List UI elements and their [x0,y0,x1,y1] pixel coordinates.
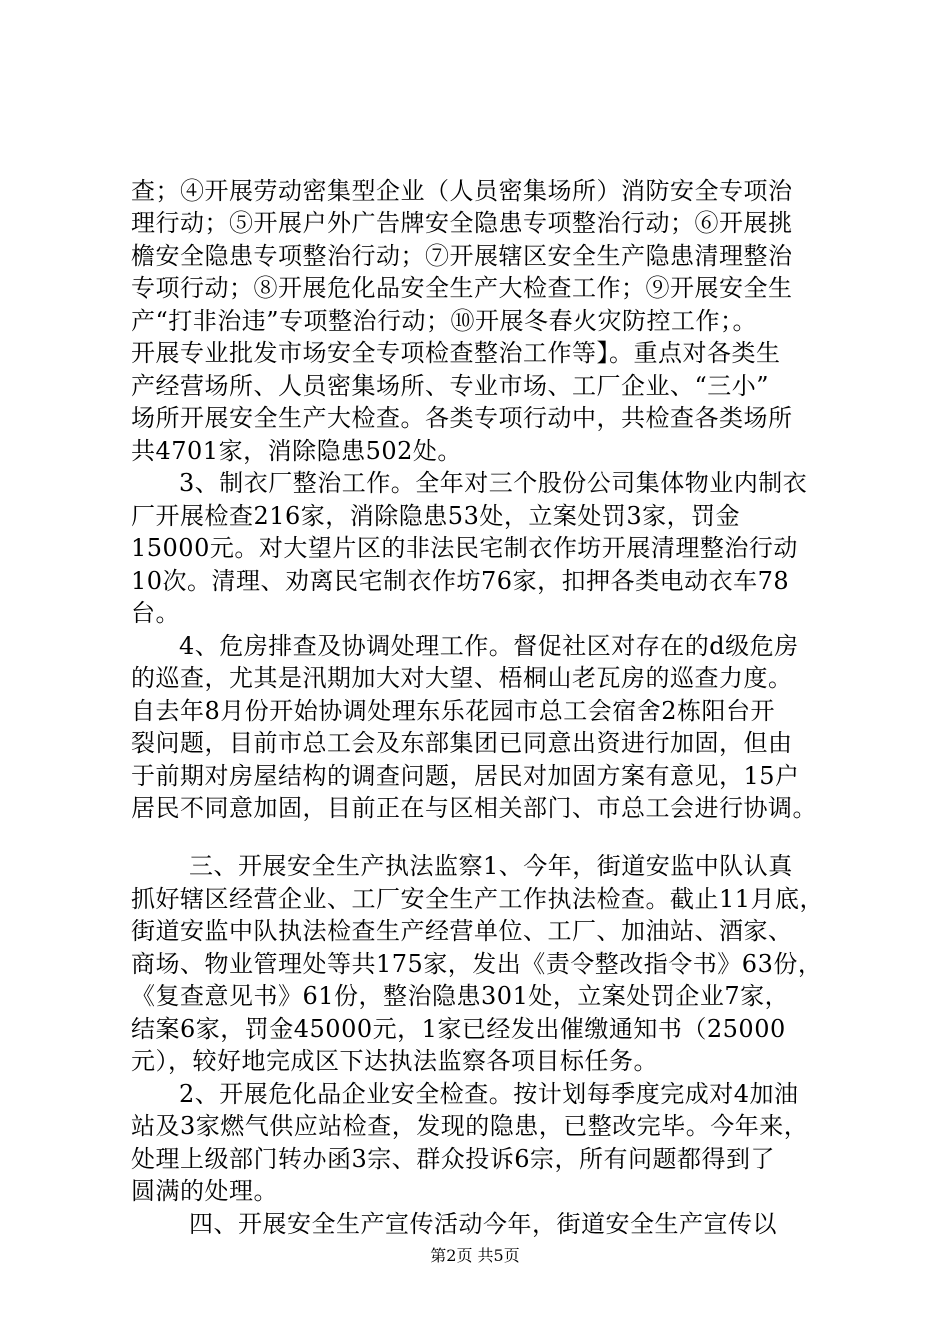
body-line: 厂开展检查216家，消除隐患53处，立案处罚3家，罚金 [131,502,741,530]
body-line: 站及3家燃气供应站检查，发现的隐患，已整改完毕。今年来， [131,1112,809,1140]
body-line: 商场、物业管理处等共175家，发出《责令整改指令书》63份， [131,950,823,978]
body-line: 处理上级部门转办函3宗、群众投诉6宗，所有问题都得到了 [131,1145,776,1173]
body-line: 结案6家，罚金45000元，1家已经发出催缴通知书（25000 [131,1015,786,1043]
body-line: 圆满的处理。 [131,1177,278,1205]
paragraph-start-line: 3、制衣厂整治工作。全年对三个股份公司集体物业内制衣 [179,469,808,497]
body-line: 开展专业批发市场安全专项检查整治工作等】。重点对各类生 [131,339,781,367]
body-line: 元），较好地完成区下达执法监察各项目标任务。 [131,1047,658,1075]
body-line: 的巡查，尤其是汛期加大对大望、梧桐山老瓦房的巡查力度。 [131,664,793,692]
body-line: 台。 [131,599,180,627]
body-line: 抓好辖区经营企业、工厂安全生产工作执法检查。截止11月底， [131,885,825,913]
body-line: 自去年8月份开始协调处理东乐花园市总工会宿舍2栋阳台开 [131,697,776,725]
body-line: 居民不同意加固，目前正在与区相关部门、市总工会进行协调。 [131,794,817,822]
body-line: 产经营场所、人员密集场所、专业市场、工厂企业、“三小” [131,372,770,400]
body-line: 《复查意见书》61份，整治隐患301处，立案处罚企业7家， [131,982,790,1010]
body-line: 场所开展安全生产大检查。各类专项行动中，共检查各类场所 [131,404,793,432]
body-line: 理行动；⑤开展户外广告牌安全隐患专项整治行动；⑥开展挑 [131,209,793,237]
body-line: 共4701家，消除隐患502处。 [131,437,462,465]
body-line: 裂问题，目前市总工会及东部集团已同意出资进行加固，但由 [131,729,793,757]
paragraph-start-line: 4、危房排查及协调处理工作。督促社区对存在的d级危房 [179,632,799,660]
body-line: 10次。清理、劝离民宅制衣作坊76家，扣押各类电动衣车78 [131,567,790,595]
body-line: 于前期对房屋结构的调查问题，居民对加固方案有意见，15户 [131,762,800,790]
body-line: 产“打非治违”专项整治行动；⑩开展冬春火灾防控工作；。 [131,307,758,335]
section-heading-line: 三、开展安全生产执法监察1、今年，街道安监中队认真 [189,852,793,880]
body-line: 檐安全隐患专项整治行动；⑦开展辖区安全生产隐患清理整治 [131,242,793,270]
page-footer: 第2页 共5页 [430,1246,520,1265]
section-heading-line: 四、开展安全生产宣传活动今年，街道安全生产宣传以 [189,1210,777,1238]
body-line: 专项行动；⑧开展危化品安全生产大检查工作；⑨开展安全生 [131,274,793,302]
paragraph-start-line: 2、开展危化品企业安全检查。按计划每季度完成对4加油 [179,1080,799,1108]
body-line: 街道安监中队执法检查生产经营单位、工厂、加油站、酒家、 [131,917,793,945]
body-line: 15000元。对大望片区的非法民宅制衣作坊开展清理整治行动 [131,534,798,562]
body-line: 查；④开展劳动密集型企业（人员密集场所）消防安全专项治 [131,177,793,205]
